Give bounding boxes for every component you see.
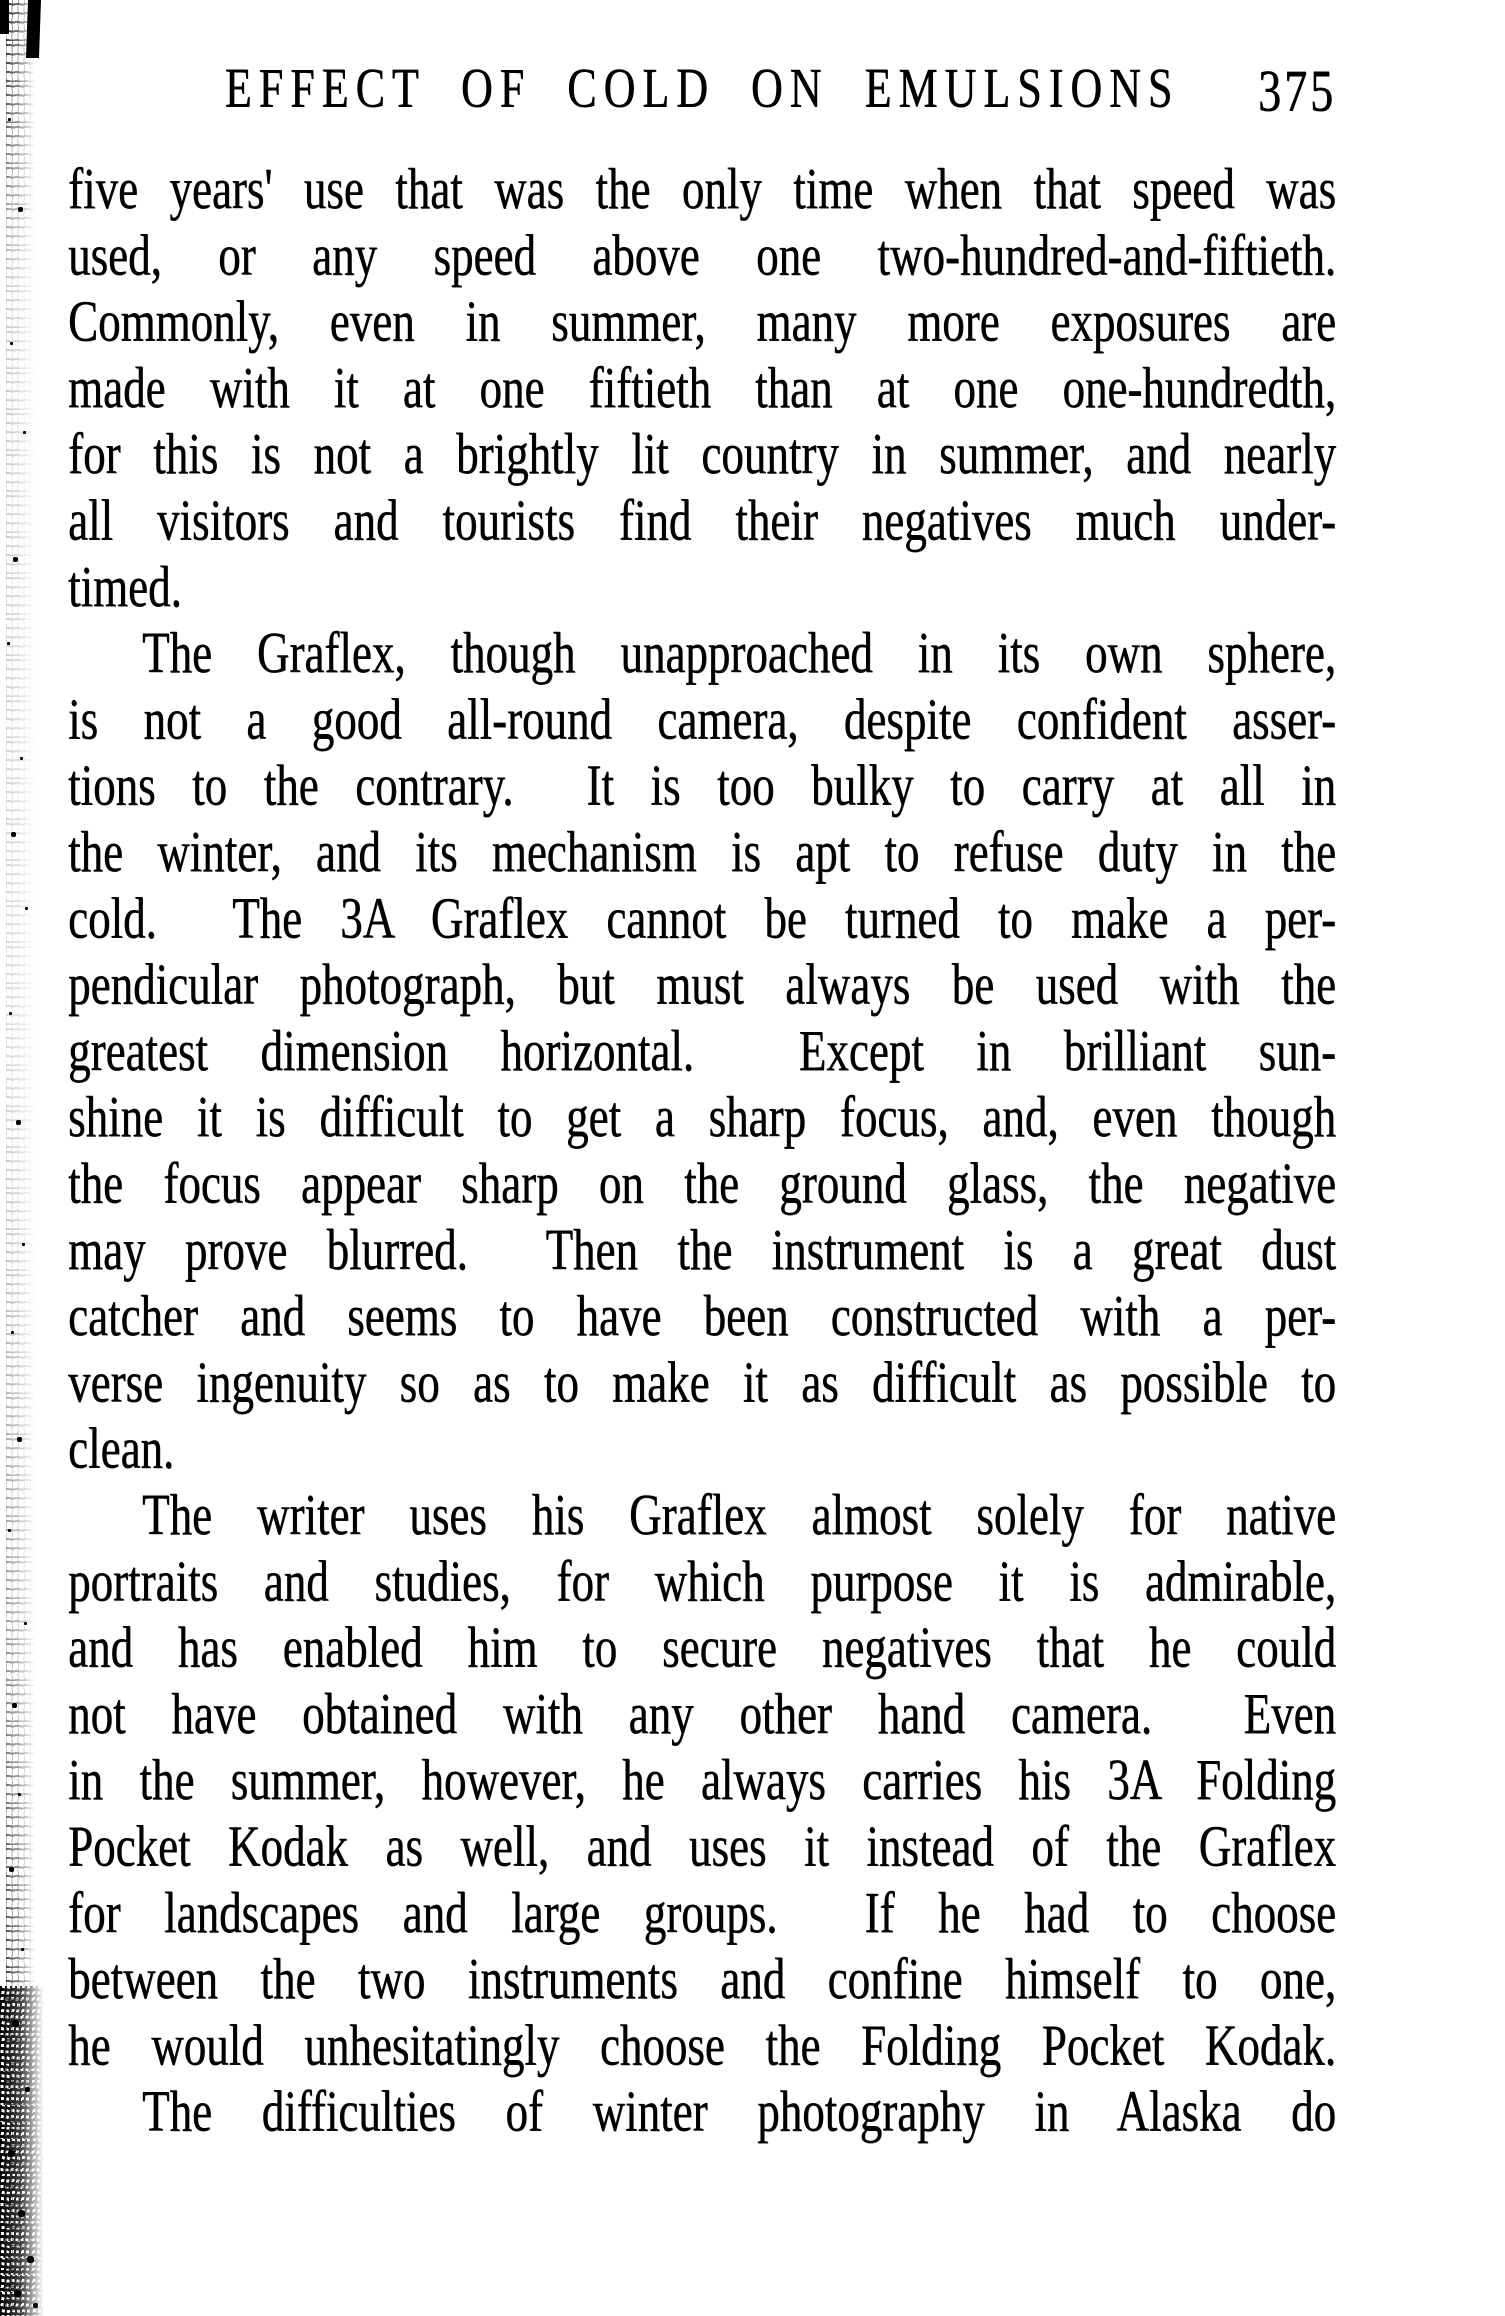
- text-line: and has enabled him to secure negatives that he could: [68, 1614, 1336, 1680]
- text-line: for this is not a brightly lit country in summer, and nearly: [68, 421, 1336, 487]
- text-line: Pocket Kodak as well, and uses it instead of the Graflex: [68, 1813, 1336, 1879]
- text-line: the winter, and its mechanism is apt to refuse duty in the: [68, 819, 1336, 884]
- text-line: for landscapes and large groups. If he had to choose: [68, 1879, 1336, 1945]
- text-line: five years' use that was the only time when that speed was: [68, 156, 1336, 221]
- running-head: [68, 56, 1336, 124]
- text-line: shine it is difficult to get a sharp focus, and, even though: [68, 1084, 1336, 1150]
- text-line: between the two instruments and confine himself to one,: [68, 1946, 1336, 2012]
- text-line: he would unhesitatingly choose the Folding Pocket Kodak.: [68, 2012, 1336, 2078]
- text-line: clean.: [68, 1415, 175, 1481]
- text-line: tions to the contrary. It is too bulky to carry at all in: [68, 752, 1336, 818]
- scan-specks: [0, 0, 3, 3]
- text-line: Commonly, even in summer, many more exposures are: [68, 288, 1336, 354]
- text-line: greatest dimension horizontal. Except in brilliant sun-: [68, 1017, 1336, 1083]
- scan-bottom-noise: [0, 1986, 46, 2316]
- scan-corner-mark-top: [0, 0, 9, 34]
- text-line: pendicular photograph, but must always be used with the: [68, 951, 1336, 1017]
- text-line: The writer uses his Graflex almost solely for native: [142, 1482, 1336, 1547]
- text-line: is not a good all-round camera, despite confident asser-: [68, 686, 1336, 752]
- text-line: verse ingenuity so as to make it as difficult as possible to: [68, 1349, 1336, 1415]
- text-lines: [68, 156, 1336, 2145]
- text-line: cold. The 3A Graflex cannot be turned to make a per-: [68, 885, 1336, 951]
- scan-edge-noise: [6, 0, 38, 2316]
- text-line: catcher and seems to have been constructed with a per-: [68, 1283, 1336, 1349]
- text-line: the focus appear sharp on the ground glass, the negative: [68, 1150, 1336, 1216]
- text-line: used, or any speed above one two-hundred-and-fiftieth.: [68, 222, 1336, 288]
- text-line: in the summer, however, he always carries his 3A Folding: [68, 1747, 1336, 1813]
- page-title: EFFECT OF COLD ON EMULSIONS: [224, 56, 1180, 120]
- scan-corner-mark: [26, 0, 41, 58]
- text-line: may prove blurred. Then the instrument is a great dust: [68, 1216, 1336, 1282]
- text-line: The Graflex, though unapproached in its own sphere,: [142, 620, 1336, 686]
- text-line: made with it at one fiftieth than at one one-hundredth,: [68, 354, 1336, 420]
- text-line: all visitors and tourists find their negatives much under-: [68, 487, 1336, 553]
- text-line: portraits and studies, for which purpose it is admirable,: [68, 1548, 1336, 1614]
- page-number: 375: [1258, 58, 1336, 124]
- text-line: The difficulties of winter photography in Alaska do: [142, 2078, 1336, 2144]
- text-line: timed.: [68, 553, 182, 619]
- text-line: not have obtained with any other hand camera. Even: [68, 1680, 1336, 1746]
